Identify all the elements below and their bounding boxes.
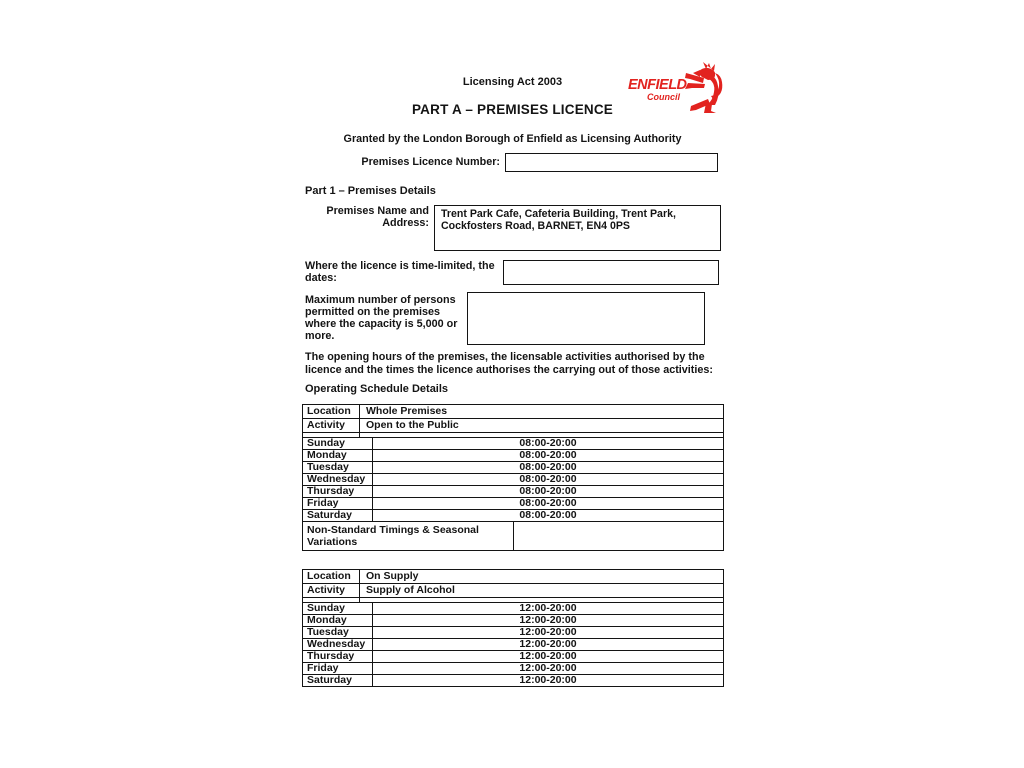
location-label-cell: Location [303, 405, 360, 419]
day-row [303, 627, 724, 639]
premises-name-address-label: Premises Name and Address: [326, 205, 429, 229]
day-cell: Wednesday [303, 639, 373, 651]
day-cell: Tuesday [303, 462, 373, 474]
day-cell: Tuesday [303, 627, 373, 639]
premises-name-address-box: Trent Park Cafe, Cafeteria Building, Trent Park, Cockfosters Road, BARNET, EN4 0PS [434, 205, 721, 251]
time-limited-label: Where the licence is time-limited, the dates: [305, 260, 495, 284]
max-persons-label: Maximum number of persons permitted on the premises where the capacity is 5,000 or more. [305, 294, 458, 342]
day-cell: Saturday [303, 510, 373, 522]
day-row [303, 450, 724, 462]
schedule-table-whole-premises [302, 404, 724, 551]
time-cell: 12:00-20:00 [373, 615, 724, 627]
day-row [303, 603, 724, 615]
day-cell: Saturday [303, 675, 373, 687]
table-row [303, 584, 724, 598]
day-cell: Sunday [303, 438, 373, 450]
time-cell: 12:00-20:00 [373, 603, 724, 615]
day-row [303, 639, 724, 651]
part1-heading: Part 1 – Premises Details [305, 185, 436, 197]
activity-value-cell: Supply of Alcohol [360, 584, 724, 598]
operating-schedule-heading: Operating Schedule Details [305, 383, 449, 395]
day-row [303, 510, 724, 522]
opening-hours-note: The opening hours of the premises, the licensable activities authorised by the licence and the times the licence authorises the carrying out of those activities: [305, 351, 713, 376]
time-cell: 12:00-20:00 [373, 675, 724, 687]
day-cell: Friday [303, 663, 373, 675]
day-cell: Wednesday [303, 474, 373, 486]
logo-subname: Council [647, 91, 680, 102]
day-cell: Friday [303, 498, 373, 510]
time-cell: 08:00-20:00 [373, 438, 724, 450]
time-cell: 08:00-20:00 [373, 462, 724, 474]
non-standard-value-cell [514, 522, 724, 551]
time-limited-box [503, 260, 719, 285]
activity-label-cell: Activity [303, 584, 360, 598]
day-cell: Thursday [303, 651, 373, 663]
time-cell: 08:00-20:00 [373, 450, 724, 462]
day-cell: Sunday [303, 603, 373, 615]
table-row [303, 419, 724, 433]
time-cell: 08:00-20:00 [373, 498, 724, 510]
location-value-cell: Whole Premises [360, 405, 724, 419]
day-row [303, 663, 724, 675]
time-cell: 12:00-20:00 [373, 639, 724, 651]
location-label-cell: Location [303, 570, 360, 584]
day-row [303, 462, 724, 474]
non-standard-timings-row [303, 522, 724, 551]
time-cell: 08:00-20:00 [373, 510, 724, 522]
schedule-table-on-supply [302, 569, 724, 687]
activity-label-cell: Activity [303, 419, 360, 433]
licence-number-box [505, 153, 718, 172]
day-row [303, 486, 724, 498]
day-row [303, 615, 724, 627]
logo-name: ENFIELD [628, 77, 687, 93]
logo-text [628, 77, 687, 102]
time-cell: 12:00-20:00 [373, 651, 724, 663]
day-row [303, 651, 724, 663]
day-cell: Monday [303, 615, 373, 627]
day-row [303, 498, 724, 510]
time-cell: 12:00-20:00 [373, 663, 724, 675]
act-title: Licensing Act 2003 [462, 76, 563, 88]
non-standard-label-cell: Non-Standard Timings & Seasonal Variations [303, 522, 514, 551]
time-cell: 08:00-20:00 [373, 486, 724, 498]
day-row [303, 675, 724, 687]
time-cell: 08:00-20:00 [373, 474, 724, 486]
granted-by-line: Granted by the London Borough of Enfield as Licensing Authority [343, 133, 682, 145]
location-value-cell: On Supply [360, 570, 724, 584]
day-cell: Thursday [303, 486, 373, 498]
part-title: PART A – PREMISES LICENCE [411, 102, 614, 117]
max-persons-box [467, 292, 705, 345]
day-cell: Monday [303, 450, 373, 462]
activity-value-cell: Open to the Public [360, 419, 724, 433]
licence-number-label: Premises Licence Number: [361, 156, 500, 168]
table-row [303, 570, 724, 584]
day-row [303, 474, 724, 486]
day-row [303, 438, 724, 450]
table-row [303, 405, 724, 419]
time-cell: 12:00-20:00 [373, 627, 724, 639]
